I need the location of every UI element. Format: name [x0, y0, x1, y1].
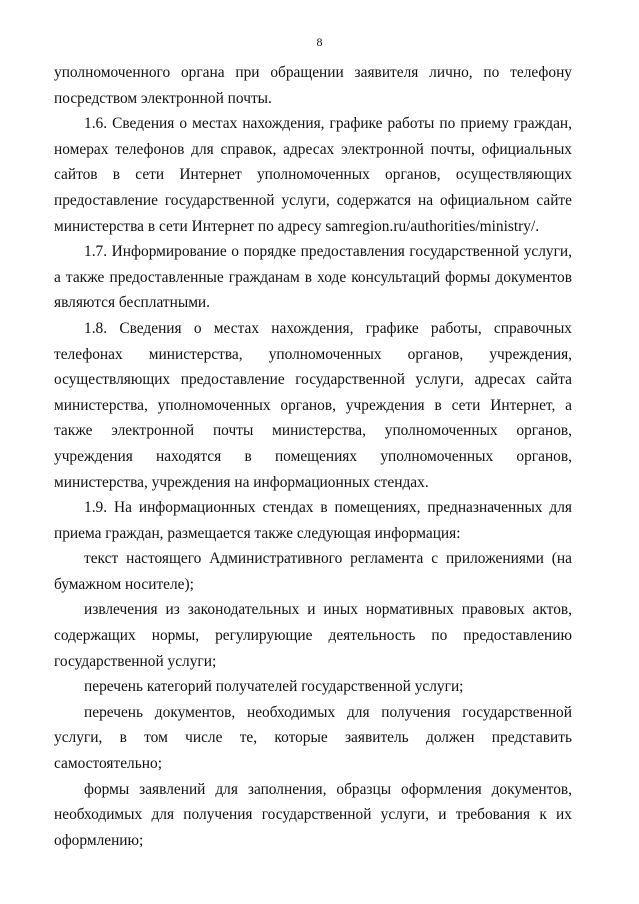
list-item-required-documents: перечень документов, необходимых для получения государственной услуги, в том числе те, которые заявитель должен представить самостоятельно; [54, 703, 572, 773]
document-body [54, 60, 572, 853]
paragraph-1-7: 1.7. Информирование о порядке предоставления государственной услуги, а также предоставленные гражданам в ходе консультаций формы документов являются бесплатными. [54, 243, 572, 312]
paragraph-1-9: 1.9. На информационных стендах в помещениях, предназначенных для приема граждан, размещается также следующая информация: [54, 499, 572, 542]
list-item-application-forms: формы заявлений для заполнения, образцы оформления документов, необходимых для получения государственной услуги, и требования к их оформлению; [54, 780, 572, 849]
page-number: 8 [316, 35, 323, 49]
paragraph-1-8: 1.8. Сведения о местах нахождения, графике работы, справочных телефонах министерства, уполномоченных органов, учреждения, осуществляющих предоставление государственной услуги, адресах сайта министерства, уполномоченных органов, учреждения в сети Интернет, а также электронной почты министерства, уполномоченных органов, учреждения находятся в помещениях уполномоченных органов, министерства, учреждения на информационных стендах. [54, 319, 572, 491]
paragraph-1-6: 1.6. Сведения о местах нахождения, графике работы по приему граждан, номерах телефонов для справок, адресах электронной почты, официальных сайтов в сети Интернет уполномоченных органов, осуществляющих предоставление государственной услуги, содержатся на официальном сайте министерства в сети Интернет по адресу samregion.ru/authorities/ministry/. [54, 115, 572, 235]
list-item-recipient-categories: перечень категорий получателей государственной услуги; [84, 678, 464, 696]
list-item-legal-extracts: извлечения из законодательных и иных нормативных правовых актов, содержащих нормы, регулирующие деятельность по предоставлению государственной услуги; [54, 601, 572, 670]
list-item-regulation-text: текст настоящего Административного регламента с приложениями (на бумажном носителе); [54, 550, 572, 593]
paragraph-continuation: уполномоченного органа при обращении заявителя лично, по телефону посредством электронной почты. [54, 64, 572, 107]
